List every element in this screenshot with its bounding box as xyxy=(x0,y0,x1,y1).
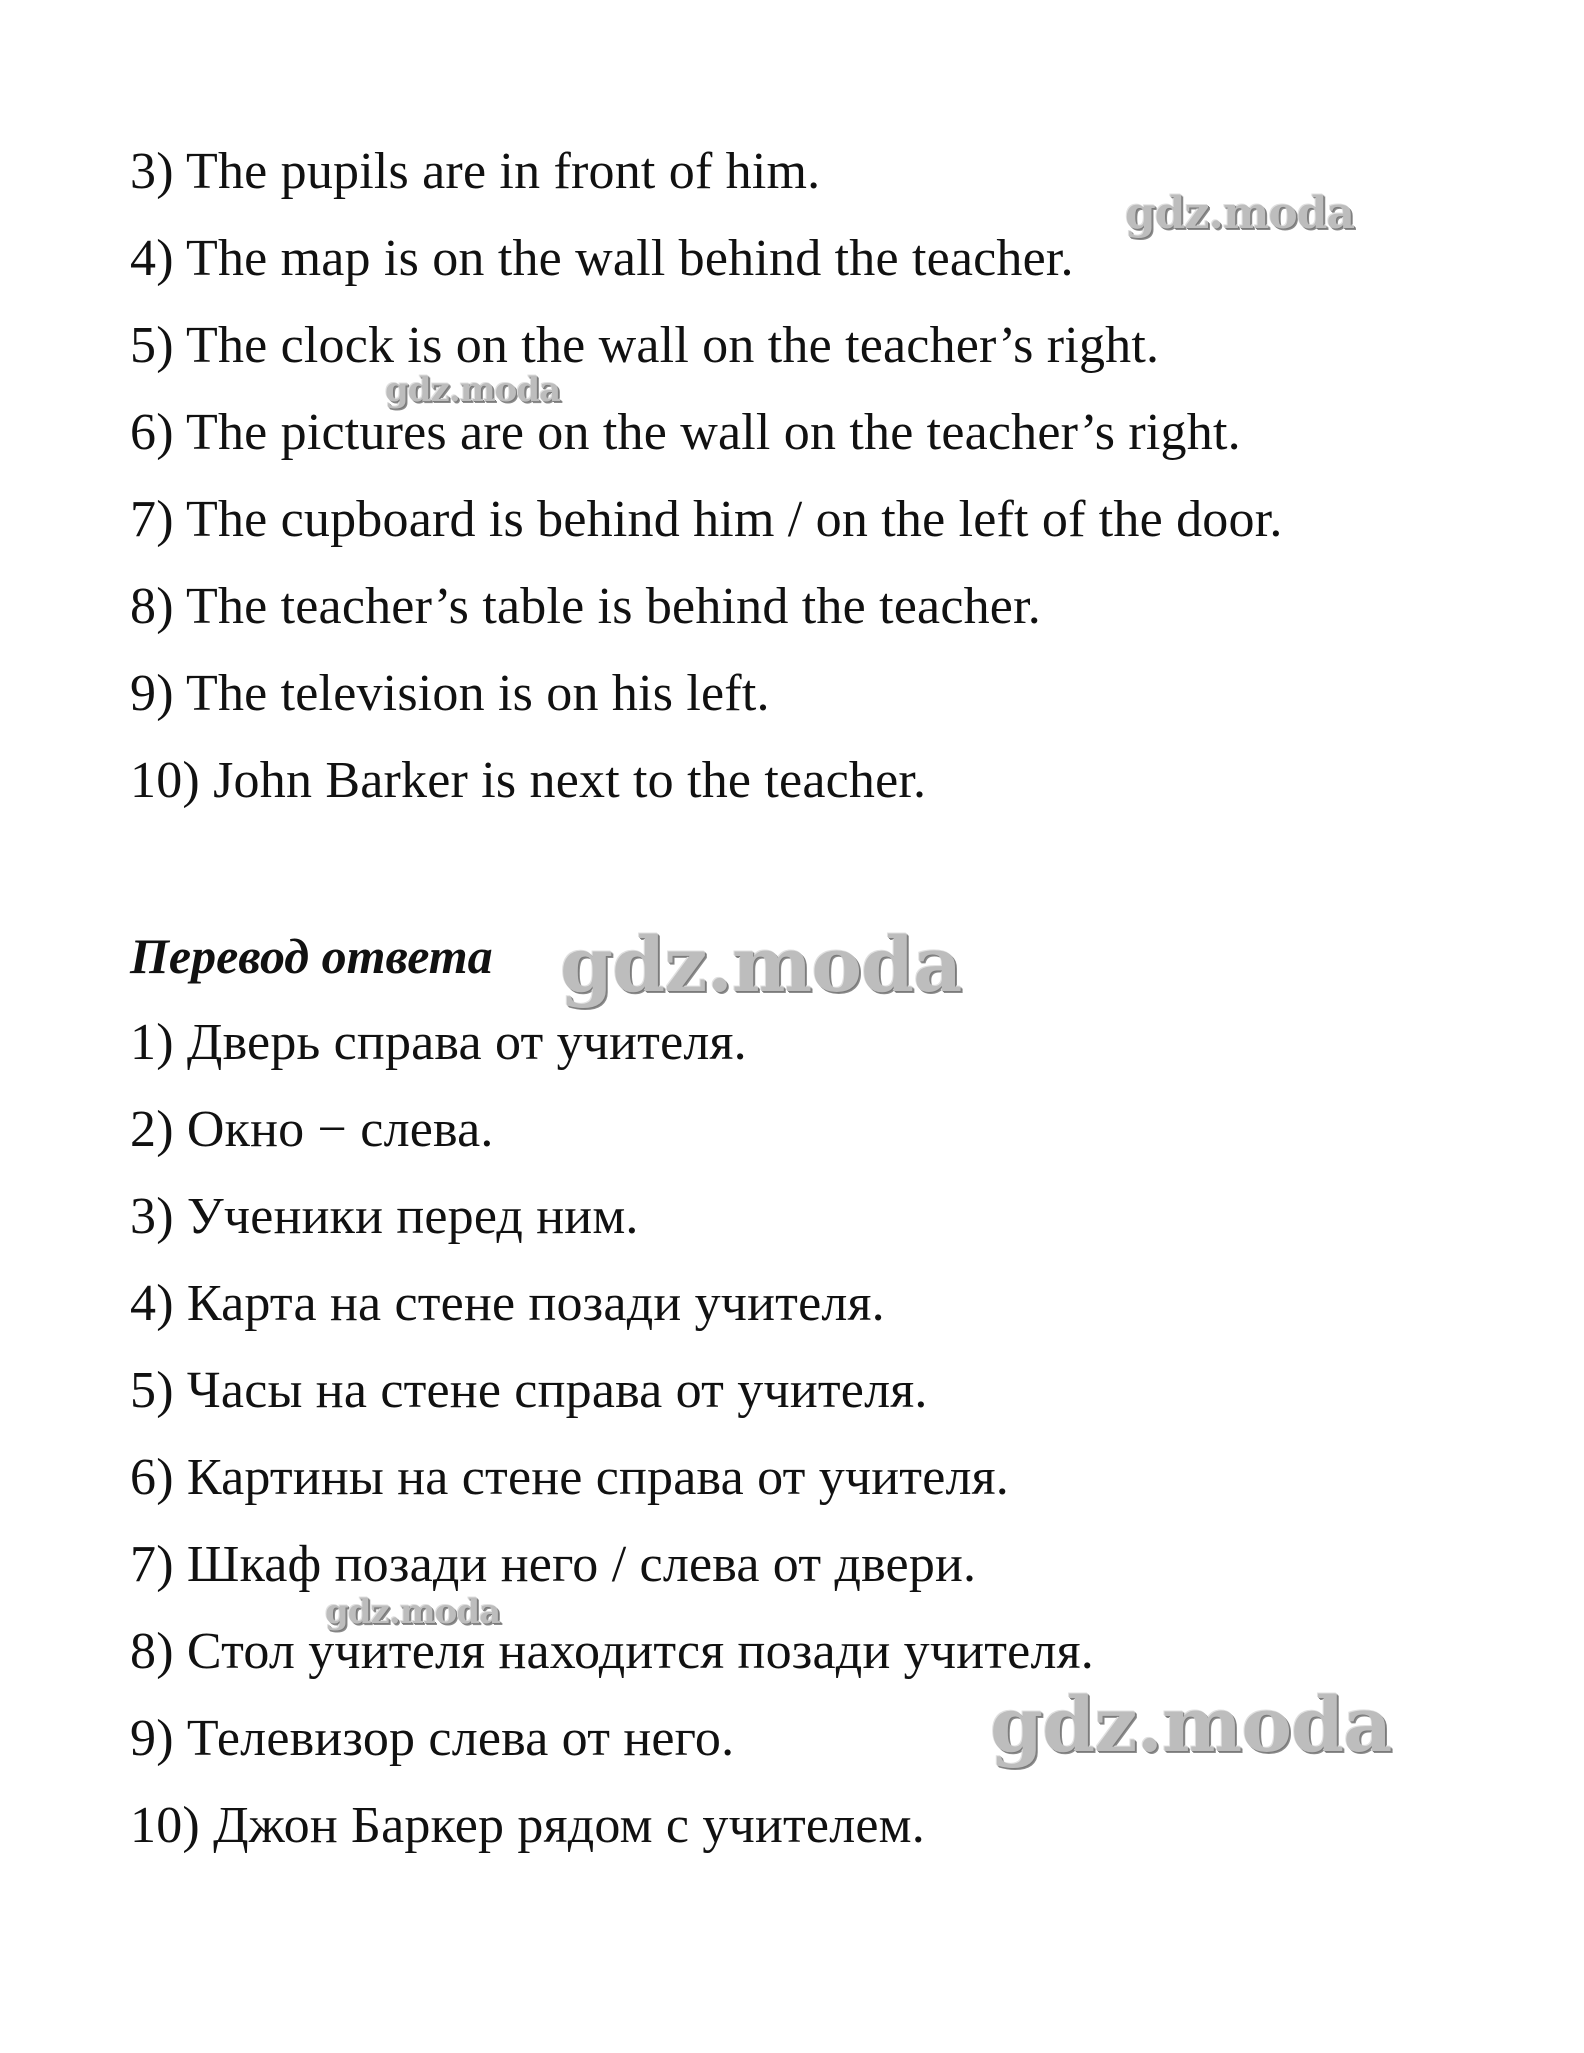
english-answer-5: 5) The clock is on the wall on the teacher’s right. xyxy=(130,317,1160,374)
russian-answer-3: 3) Ученики перед ним. xyxy=(130,1188,639,1245)
english-answer-7: 7) The cupboard is behind him / on the left of the door. xyxy=(130,491,1283,548)
russian-answer-7: 7) Шкаф позади него / слева от двери. xyxy=(130,1536,977,1593)
english-answer-4: 4) The map is on the wall behind the teacher. xyxy=(130,230,1074,287)
russian-answer-2: 2) Окно − слева. xyxy=(130,1101,494,1158)
russian-answer-5: 5) Часы на стене справа от учителя. xyxy=(130,1362,928,1419)
russian-answer-6: 6) Картины на стене справа от учителя. xyxy=(130,1449,1009,1506)
russian-answer-9: 9) Телевизор слева от него. xyxy=(130,1710,735,1767)
english-answer-3: 3) The pupils are in front of him. xyxy=(130,143,821,200)
russian-answer-4: 4) Карта на стене позади учителя. xyxy=(130,1275,885,1332)
watermark-logo: gdz.moda xyxy=(560,920,962,1009)
russian-answer-8: 8) Стол учителя находится позади учителя. xyxy=(130,1623,1094,1680)
russian-answer-1: 1) Дверь справа от учителя. xyxy=(130,1014,747,1071)
watermark-logo: gdz.moda xyxy=(325,1592,501,1632)
watermark-logo: gdz.moda xyxy=(385,370,561,410)
translation-heading: Перевод ответа xyxy=(130,928,493,984)
russian-answer-10: 10) Джон Баркер рядом с учителем. xyxy=(130,1797,925,1854)
watermark-logo: gdz.moda xyxy=(990,1680,1392,1769)
english-answer-10: 10) John Barker is next to the teacher. xyxy=(130,752,927,809)
english-answer-8: 8) The teacher’s table is behind the teacher. xyxy=(130,578,1041,635)
english-answer-9: 9) The television is on his left. xyxy=(130,665,770,722)
watermark-logo: gdz.moda xyxy=(1125,188,1355,239)
english-answer-6: 6) The pictures are on the wall on the teacher’s right. xyxy=(130,404,1241,461)
